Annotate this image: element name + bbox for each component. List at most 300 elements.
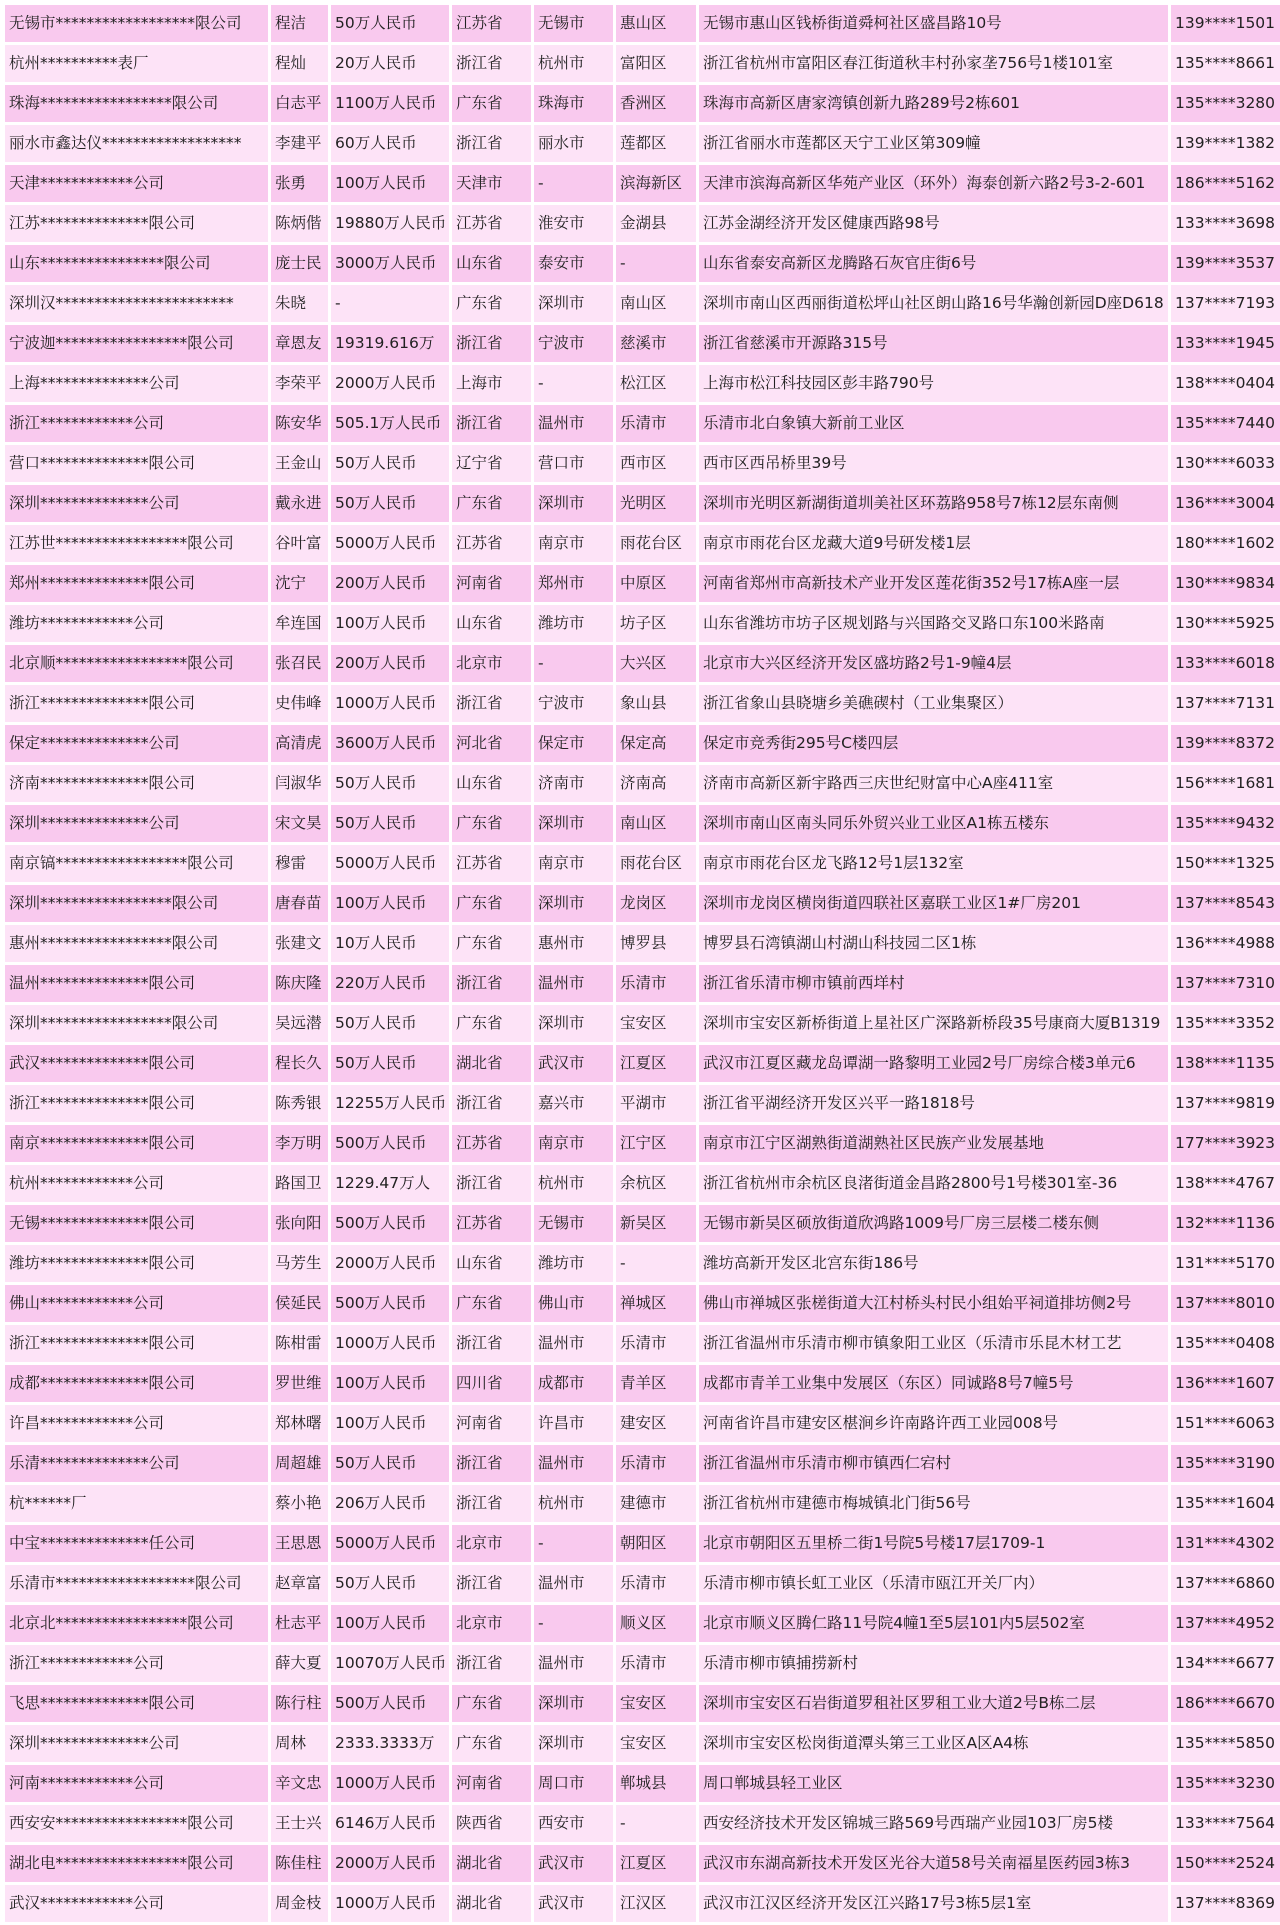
table-row <box>5 1645 1280 1682</box>
phone-cell: 136****3004 <box>1171 485 1280 522</box>
phone-cell: 177****3923 <box>1171 1125 1280 1162</box>
province-cell: 江苏省 <box>452 1205 531 1242</box>
district-cell: 松江区 <box>616 365 696 402</box>
registered-capital-cell: 100万人民币 <box>331 605 449 642</box>
table-row <box>5 845 1280 882</box>
registered-capital-cell: 20万人民币 <box>331 45 449 82</box>
company-name-cell: 山东****************限公司 <box>5 245 268 282</box>
district-cell: - <box>616 1245 696 1282</box>
address-cell: 浙江省温州市乐清市柳市镇西仁宕村 <box>699 1445 1168 1482</box>
table-row <box>5 1565 1280 1602</box>
table-row <box>5 1845 1280 1882</box>
legal-rep-cell: 庞士民 <box>271 245 328 282</box>
address-cell: 江苏金湖经济开发区健康西路98号 <box>699 205 1168 242</box>
city-cell: 许昌市 <box>534 1405 613 1442</box>
legal-rep-cell: 周超雄 <box>271 1445 328 1482</box>
phone-cell: 135****1604 <box>1171 1485 1280 1522</box>
company-name-cell: 江苏**************限公司 <box>5 205 268 242</box>
table-row <box>5 765 1280 802</box>
legal-rep-cell: 白志平 <box>271 85 328 122</box>
table-row <box>5 5 1280 42</box>
city-cell: 嘉兴市 <box>534 1085 613 1122</box>
phone-cell: 135****3280 <box>1171 85 1280 122</box>
phone-cell: 137****6860 <box>1171 1565 1280 1602</box>
legal-rep-cell: 薛大夏 <box>271 1645 328 1682</box>
city-cell: 宁波市 <box>534 685 613 722</box>
district-cell: 莲都区 <box>616 125 696 162</box>
city-cell: 郑州市 <box>534 565 613 602</box>
legal-rep-cell: 牟连国 <box>271 605 328 642</box>
district-cell: 保定高 <box>616 725 696 762</box>
district-cell: 乐清市 <box>616 1645 696 1682</box>
district-cell: 朝阳区 <box>616 1525 696 1562</box>
company-table-container <box>5 5 1275 1925</box>
table-row <box>5 925 1280 962</box>
company-name-cell: 北京顺*****************限公司 <box>5 645 268 682</box>
district-cell: 江汉区 <box>616 1885 696 1922</box>
address-cell: 成都市青羊工业集中发展区（东区）同诚路8号7幢5号 <box>699 1365 1168 1402</box>
registered-capital-cell: 10070万人民币 <box>331 1645 449 1682</box>
phone-cell: 137****8543 <box>1171 885 1280 922</box>
city-cell: 珠海市 <box>534 85 613 122</box>
registered-capital-cell: 1100万人民币 <box>331 85 449 122</box>
company-name-cell: 乐清**************公司 <box>5 1445 268 1482</box>
company-name-cell: 潍坊************公司 <box>5 605 268 642</box>
registered-capital-cell: 50万人民币 <box>331 5 449 42</box>
address-cell: 山东省潍坊市坊子区规划路与兴国路交叉路口东100米路南 <box>699 605 1168 642</box>
province-cell: 山东省 <box>452 605 531 642</box>
legal-rep-cell: 陈炳偕 <box>271 205 328 242</box>
table-row <box>5 1485 1280 1522</box>
province-cell: 浙江省 <box>452 965 531 1002</box>
phone-cell: 133****6018 <box>1171 645 1280 682</box>
city-cell: 杭州市 <box>534 45 613 82</box>
district-cell: 江夏区 <box>616 1045 696 1082</box>
phone-cell: 132****1136 <box>1171 1205 1280 1242</box>
company-name-cell: 无锡市******************限公司 <box>5 5 268 42</box>
phone-cell: 139****3537 <box>1171 245 1280 282</box>
table-row <box>5 805 1280 842</box>
district-cell: 惠山区 <box>616 5 696 42</box>
address-cell: 南京市雨花台区龙藏大道9号研发楼1层 <box>699 525 1168 562</box>
city-cell: 武汉市 <box>534 1045 613 1082</box>
registered-capital-cell: 6146万人民币 <box>331 1805 449 1842</box>
phone-cell: 135****8661 <box>1171 45 1280 82</box>
address-cell: 北京市大兴区经济开发区盛坊路2号1-9幢4层 <box>699 645 1168 682</box>
table-row <box>5 1685 1280 1722</box>
registered-capital-cell: 1000万人民币 <box>331 685 449 722</box>
company-name-cell: 湖北电*****************限公司 <box>5 1845 268 1882</box>
phone-cell: 151****6063 <box>1171 1405 1280 1442</box>
registered-capital-cell: 5000万人民币 <box>331 525 449 562</box>
legal-rep-cell: 陈安华 <box>271 405 328 442</box>
table-body <box>5 5 1280 1922</box>
district-cell: 香洲区 <box>616 85 696 122</box>
table-row <box>5 1605 1280 1642</box>
legal-rep-cell: 谷叶富 <box>271 525 328 562</box>
province-cell: 江苏省 <box>452 5 531 42</box>
city-cell: 南京市 <box>534 525 613 562</box>
legal-rep-cell: 陈佳柱 <box>271 1845 328 1882</box>
district-cell: 乐清市 <box>616 1445 696 1482</box>
district-cell: 乐清市 <box>616 1565 696 1602</box>
table-row <box>5 125 1280 162</box>
city-cell: 深圳市 <box>534 485 613 522</box>
province-cell: 山东省 <box>452 245 531 282</box>
legal-rep-cell: 杜志平 <box>271 1605 328 1642</box>
province-cell: 江苏省 <box>452 205 531 242</box>
province-cell: 广东省 <box>452 1725 531 1762</box>
city-cell: 营口市 <box>534 445 613 482</box>
district-cell: 大兴区 <box>616 645 696 682</box>
phone-cell: 137****8369 <box>1171 1885 1280 1922</box>
address-cell: 河南省郑州市高新技术产业开发区莲花街352号17栋A座一层 <box>699 565 1168 602</box>
phone-cell: 139****1501 <box>1171 5 1280 42</box>
district-cell: 乐清市 <box>616 965 696 1002</box>
company-name-cell: 飞思**************限公司 <box>5 1685 268 1722</box>
district-cell: 博罗县 <box>616 925 696 962</box>
city-cell: 潍坊市 <box>534 605 613 642</box>
address-cell: 佛山市禅城区张槎街道大江村桥头村民小组始平祠道排坊侧2号 <box>699 1285 1168 1322</box>
district-cell: 富阳区 <box>616 45 696 82</box>
district-cell: 宝安区 <box>616 1725 696 1762</box>
address-cell: 浙江省丽水市莲都区天宁工业区第309幢 <box>699 125 1168 162</box>
phone-cell: 138****1135 <box>1171 1045 1280 1082</box>
phone-cell: 135****5850 <box>1171 1725 1280 1762</box>
company-name-cell: 武汉**************限公司 <box>5 1045 268 1082</box>
company-name-cell: 南京镐*****************限公司 <box>5 845 268 882</box>
province-cell: 广东省 <box>452 485 531 522</box>
district-cell: 雨花台区 <box>616 845 696 882</box>
company-name-cell: 浙江**************限公司 <box>5 1325 268 1362</box>
table-row <box>5 525 1280 562</box>
phone-cell: 135****3190 <box>1171 1445 1280 1482</box>
legal-rep-cell: 宋文昊 <box>271 805 328 842</box>
company-table <box>2 2 1280 1925</box>
province-cell: 广东省 <box>452 85 531 122</box>
province-cell: 湖北省 <box>452 1045 531 1082</box>
district-cell: 滨海新区 <box>616 165 696 202</box>
province-cell: 河北省 <box>452 725 531 762</box>
province-cell: 广东省 <box>452 805 531 842</box>
legal-rep-cell: 侯延民 <box>271 1285 328 1322</box>
legal-rep-cell: 陈行柱 <box>271 1685 328 1722</box>
phone-cell: 137****9819 <box>1171 1085 1280 1122</box>
company-name-cell: 江苏世*****************限公司 <box>5 525 268 562</box>
legal-rep-cell: 罗世维 <box>271 1365 328 1402</box>
phone-cell: 137****7310 <box>1171 965 1280 1002</box>
district-cell: 乐清市 <box>616 1325 696 1362</box>
company-name-cell: 无锡**************限公司 <box>5 1205 268 1242</box>
city-cell: 惠州市 <box>534 925 613 962</box>
table-row <box>5 1005 1280 1042</box>
registered-capital-cell: 1000万人民币 <box>331 1885 449 1922</box>
address-cell: 乐清市柳市镇捕捞新村 <box>699 1645 1168 1682</box>
district-cell: 江宁区 <box>616 1125 696 1162</box>
legal-rep-cell: 辛文忠 <box>271 1765 328 1802</box>
city-cell: 无锡市 <box>534 5 613 42</box>
phone-cell: 139****8372 <box>1171 725 1280 762</box>
registered-capital-cell: 12255万人民币 <box>331 1085 449 1122</box>
district-cell: 江夏区 <box>616 1845 696 1882</box>
legal-rep-cell: 史伟峰 <box>271 685 328 722</box>
city-cell: 温州市 <box>534 1325 613 1362</box>
company-name-cell: 深圳**************公司 <box>5 805 268 842</box>
province-cell: 浙江省 <box>452 1325 531 1362</box>
table-row <box>5 1045 1280 1082</box>
province-cell: 广东省 <box>452 885 531 922</box>
province-cell: 北京市 <box>452 645 531 682</box>
phone-cell: 133****3698 <box>1171 205 1280 242</box>
province-cell: 浙江省 <box>452 1165 531 1202</box>
company-name-cell: 深圳**************公司 <box>5 485 268 522</box>
city-cell: - <box>534 365 613 402</box>
district-cell: - <box>616 1805 696 1842</box>
address-cell: 西安经济技术开发区锦城三路569号西瑞产业园103厂房5楼 <box>699 1805 1168 1842</box>
district-cell: 新吴区 <box>616 1205 696 1242</box>
table-row <box>5 1885 1280 1922</box>
company-name-cell: 杭州************公司 <box>5 1165 268 1202</box>
company-name-cell: 浙江************公司 <box>5 1645 268 1682</box>
phone-cell: 135****3352 <box>1171 1005 1280 1042</box>
table-row <box>5 325 1280 362</box>
table-row <box>5 645 1280 682</box>
district-cell: 乐清市 <box>616 405 696 442</box>
address-cell: 深圳市南山区西丽街道松坪山社区朗山路16号华瀚创新园D座D618 <box>699 285 1168 322</box>
company-name-cell: 深圳*****************限公司 <box>5 885 268 922</box>
district-cell: 慈溪市 <box>616 325 696 362</box>
city-cell: 济南市 <box>534 765 613 802</box>
registered-capital-cell: 19880万人民币 <box>331 205 449 242</box>
legal-rep-cell: 王思恩 <box>271 1525 328 1562</box>
legal-rep-cell: 张向阳 <box>271 1205 328 1242</box>
city-cell: 佛山市 <box>534 1285 613 1322</box>
address-cell: 武汉市江汉区经济开发区江兴路17号3栋5层1室 <box>699 1885 1168 1922</box>
address-cell: 浙江省杭州市富阳区春江街道秋丰村孙家垄756号1楼101室 <box>699 45 1168 82</box>
registered-capital-cell: 10万人民币 <box>331 925 449 962</box>
district-cell: 余杭区 <box>616 1165 696 1202</box>
registered-capital-cell: 200万人民币 <box>331 565 449 602</box>
registered-capital-cell: 5000万人民币 <box>331 845 449 882</box>
table-row <box>5 165 1280 202</box>
legal-rep-cell: 吴远潜 <box>271 1005 328 1042</box>
table-row <box>5 285 1280 322</box>
city-cell: 丽水市 <box>534 125 613 162</box>
address-cell: 北京市朝阳区五里桥二街1号院5号楼17层1709-1 <box>699 1525 1168 1562</box>
company-name-cell: 珠海*****************限公司 <box>5 85 268 122</box>
district-cell: 郸城县 <box>616 1765 696 1802</box>
company-name-cell: 潍坊**************限公司 <box>5 1245 268 1282</box>
province-cell: 北京市 <box>452 1605 531 1642</box>
company-name-cell: 营口**************限公司 <box>5 445 268 482</box>
city-cell: 潍坊市 <box>534 1245 613 1282</box>
table-row <box>5 245 1280 282</box>
table-row <box>5 885 1280 922</box>
company-name-cell: 深圳*****************限公司 <box>5 1005 268 1042</box>
company-name-cell: 南京**************限公司 <box>5 1125 268 1162</box>
province-cell: 广东省 <box>452 1285 531 1322</box>
province-cell: 浙江省 <box>452 685 531 722</box>
table-row <box>5 1365 1280 1402</box>
address-cell: 周口郸城县轻工业区 <box>699 1765 1168 1802</box>
company-name-cell: 河南************公司 <box>5 1765 268 1802</box>
table-row <box>5 365 1280 402</box>
address-cell: 浙江省乐清市柳市镇前西垟村 <box>699 965 1168 1002</box>
province-cell: 广东省 <box>452 1685 531 1722</box>
legal-rep-cell: 陈秀银 <box>271 1085 328 1122</box>
table-row <box>5 1085 1280 1122</box>
phone-cell: 138****0404 <box>1171 365 1280 402</box>
address-cell: 武汉市江夏区藏龙岛谭湖一路黎明工业园2号厂房综合楼3单元6 <box>699 1045 1168 1082</box>
table-row <box>5 1445 1280 1482</box>
district-cell: 象山县 <box>616 685 696 722</box>
province-cell: 上海市 <box>452 365 531 402</box>
registered-capital-cell: 1229.47万人 <box>331 1165 449 1202</box>
legal-rep-cell: 周林 <box>271 1725 328 1762</box>
table-row <box>5 1765 1280 1802</box>
address-cell: 河南省许昌市建安区椹涧乡许南路许西工业园008号 <box>699 1405 1168 1442</box>
address-cell: 博罗县石湾镇湖山村湖山科技园二区1栋 <box>699 925 1168 962</box>
phone-cell: 137****4952 <box>1171 1605 1280 1642</box>
district-cell: 龙岗区 <box>616 885 696 922</box>
company-name-cell: 深圳汉*********************** <box>5 285 268 322</box>
registered-capital-cell: 2333.3333万 <box>331 1725 449 1762</box>
registered-capital-cell: 50万人民币 <box>331 485 449 522</box>
phone-cell: 135****0408 <box>1171 1325 1280 1362</box>
registered-capital-cell: 50万人民币 <box>331 445 449 482</box>
registered-capital-cell: 50万人民币 <box>331 805 449 842</box>
province-cell: 江苏省 <box>452 525 531 562</box>
address-cell: 浙江省杭州市余杭区良渚街道金昌路2800号1号楼301室-36 <box>699 1165 1168 1202</box>
city-cell: 武汉市 <box>534 1845 613 1882</box>
registered-capital-cell: 2000万人民币 <box>331 1245 449 1282</box>
phone-cell: 137****7193 <box>1171 285 1280 322</box>
legal-rep-cell: 程长久 <box>271 1045 328 1082</box>
address-cell: 浙江省杭州市建德市梅城镇北门街56号 <box>699 1485 1168 1522</box>
address-cell: 浙江省平湖经济开发区兴平一路1818号 <box>699 1085 1168 1122</box>
company-name-cell: 佛山************公司 <box>5 1285 268 1322</box>
province-cell: 浙江省 <box>452 1645 531 1682</box>
province-cell: 江苏省 <box>452 1125 531 1162</box>
city-cell: 淮安市 <box>534 205 613 242</box>
province-cell: 河南省 <box>452 1765 531 1802</box>
city-cell: 宁波市 <box>534 325 613 362</box>
province-cell: 北京市 <box>452 1525 531 1562</box>
district-cell: 南山区 <box>616 805 696 842</box>
address-cell: 济南市高新区新宇路西三庆世纪财富中心A座411室 <box>699 765 1168 802</box>
registered-capital-cell: 500万人民币 <box>331 1205 449 1242</box>
phone-cell: 135****3230 <box>1171 1765 1280 1802</box>
phone-cell: 134****6677 <box>1171 1645 1280 1682</box>
table-row <box>5 685 1280 722</box>
registered-capital-cell: - <box>331 285 449 322</box>
company-name-cell: 北京北*****************限公司 <box>5 1605 268 1642</box>
legal-rep-cell: 闫淑华 <box>271 765 328 802</box>
city-cell: 温州市 <box>534 1445 613 1482</box>
table-row <box>5 1525 1280 1562</box>
legal-rep-cell: 王士兴 <box>271 1805 328 1842</box>
table-row <box>5 45 1280 82</box>
province-cell: 广东省 <box>452 1005 531 1042</box>
province-cell: 天津市 <box>452 165 531 202</box>
city-cell: - <box>534 645 613 682</box>
province-cell: 广东省 <box>452 925 531 962</box>
address-cell: 武汉市东湖高新技术开发区光谷大道58号关南福星医药园3栋3 <box>699 1845 1168 1882</box>
company-name-cell: 浙江************公司 <box>5 405 268 442</box>
province-cell: 浙江省 <box>452 1485 531 1522</box>
table-row <box>5 85 1280 122</box>
province-cell: 浙江省 <box>452 45 531 82</box>
legal-rep-cell: 张勇 <box>271 165 328 202</box>
registered-capital-cell: 1000万人民币 <box>331 1765 449 1802</box>
district-cell: 坊子区 <box>616 605 696 642</box>
legal-rep-cell: 程灿 <box>271 45 328 82</box>
district-cell: 宝安区 <box>616 1005 696 1042</box>
registered-capital-cell: 200万人民币 <box>331 645 449 682</box>
province-cell: 江苏省 <box>452 845 531 882</box>
address-cell: 上海市松江科技园区彭丰路790号 <box>699 365 1168 402</box>
city-cell: 南京市 <box>534 845 613 882</box>
city-cell: 深圳市 <box>534 885 613 922</box>
company-name-cell: 许昌************公司 <box>5 1405 268 1442</box>
address-cell: 浙江省象山县晓塘乡美礁碶村（工业集聚区） <box>699 685 1168 722</box>
district-cell: 宝安区 <box>616 1685 696 1722</box>
registered-capital-cell: 505.1万人民币 <box>331 405 449 442</box>
province-cell: 辽宁省 <box>452 445 531 482</box>
address-cell: 保定市竞秀街295号C楼四层 <box>699 725 1168 762</box>
phone-cell: 186****6670 <box>1171 1685 1280 1722</box>
table-row <box>5 485 1280 522</box>
district-cell: 平湖市 <box>616 1085 696 1122</box>
city-cell: 深圳市 <box>534 1725 613 1762</box>
registered-capital-cell: 50万人民币 <box>331 1565 449 1602</box>
province-cell: 广东省 <box>452 285 531 322</box>
registered-capital-cell: 500万人民币 <box>331 1285 449 1322</box>
legal-rep-cell: 陈柑雷 <box>271 1325 328 1362</box>
phone-cell: 138****4767 <box>1171 1165 1280 1202</box>
registered-capital-cell: 100万人民币 <box>331 1605 449 1642</box>
district-cell: 青羊区 <box>616 1365 696 1402</box>
phone-cell: 150****1325 <box>1171 845 1280 882</box>
registered-capital-cell: 3600万人民币 <box>331 725 449 762</box>
phone-cell: 130****6033 <box>1171 445 1280 482</box>
district-cell: 济南高 <box>616 765 696 802</box>
city-cell: 杭州市 <box>534 1485 613 1522</box>
table-row <box>5 445 1280 482</box>
table-row <box>5 1165 1280 1202</box>
district-cell: 西市区 <box>616 445 696 482</box>
province-cell: 河南省 <box>452 1405 531 1442</box>
phone-cell: 136****1607 <box>1171 1365 1280 1402</box>
company-name-cell: 杭州**********表厂 <box>5 45 268 82</box>
address-cell: 山东省泰安高新区龙腾路石灰官庄街6号 <box>699 245 1168 282</box>
phone-cell: 137****8010 <box>1171 1285 1280 1322</box>
legal-rep-cell: 李万明 <box>271 1125 328 1162</box>
registered-capital-cell: 206万人民币 <box>331 1485 449 1522</box>
phone-cell: 131****4302 <box>1171 1525 1280 1562</box>
legal-rep-cell: 张召民 <box>271 645 328 682</box>
company-name-cell: 浙江**************限公司 <box>5 685 268 722</box>
district-cell: 建德市 <box>616 1485 696 1522</box>
table-row <box>5 1805 1280 1842</box>
province-cell: 浙江省 <box>452 125 531 162</box>
province-cell: 湖北省 <box>452 1885 531 1922</box>
city-cell: - <box>534 1525 613 1562</box>
table-row <box>5 1285 1280 1322</box>
table-row <box>5 1405 1280 1442</box>
registered-capital-cell: 100万人民币 <box>331 1365 449 1402</box>
province-cell: 浙江省 <box>452 1445 531 1482</box>
